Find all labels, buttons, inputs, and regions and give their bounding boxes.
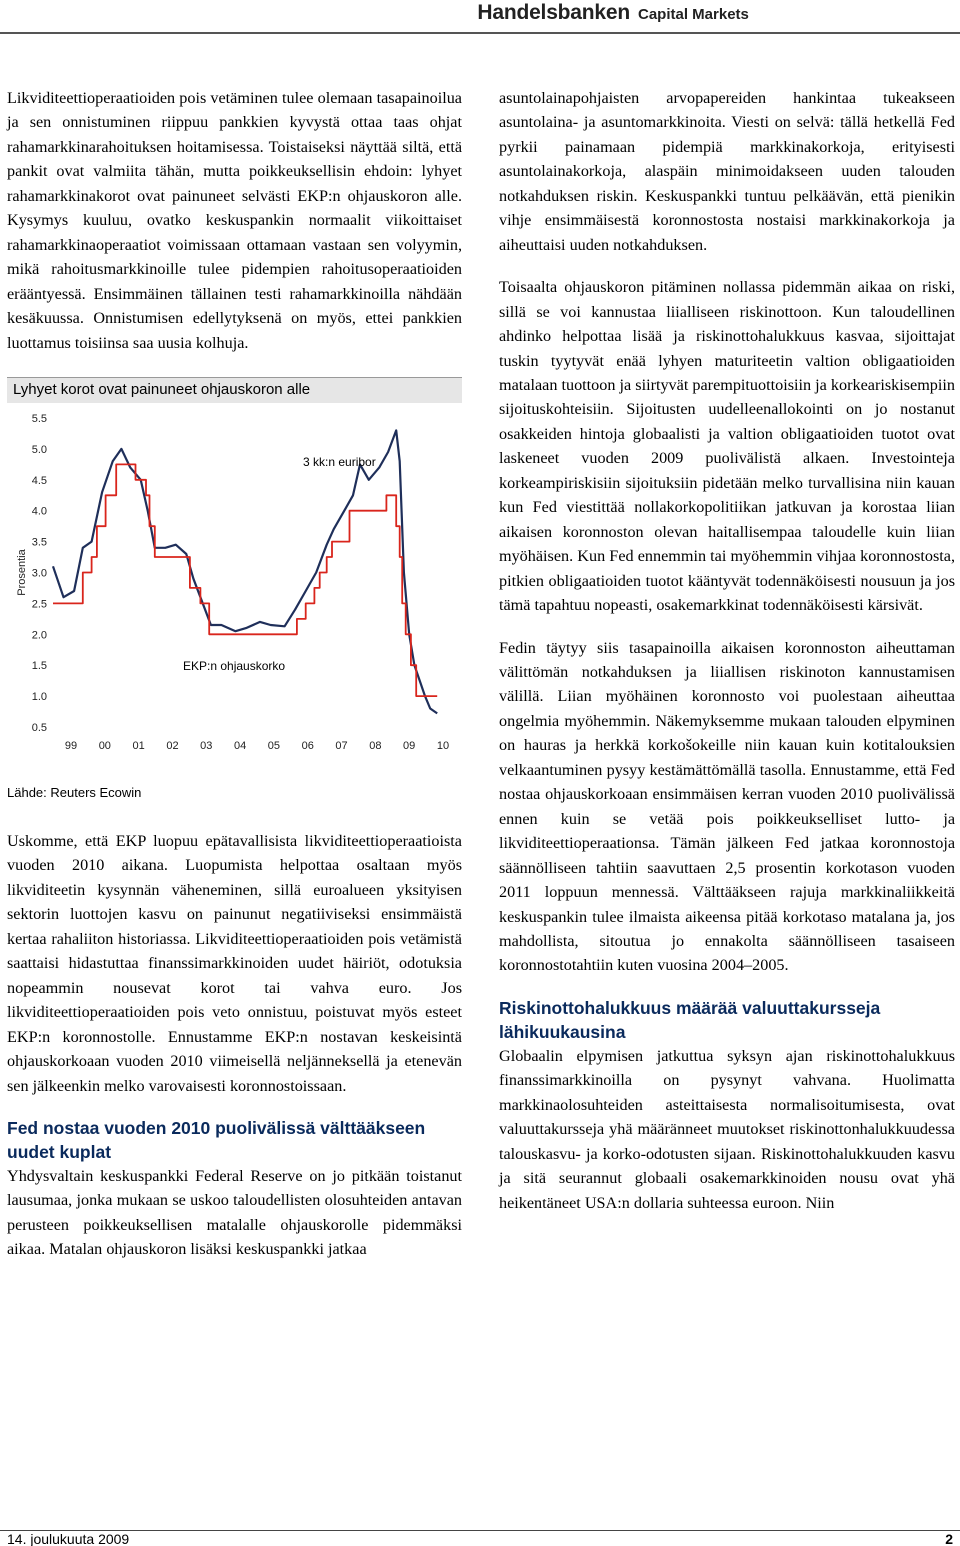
right-paragraph-1: asuntolainapohjaisten arvopapereiden hankintaa tukeakseen asuntolaina- ja asuntomarkkinoita. Viesti on selvä: tällä hetkellä Fed pyrkii painamaan pidempiä markkinakorkoja, erityisesti asuntolainakorkoja, alaspäin minimoidakseen uuden talouden notkahduksen riskin. Keskuspankki tuntuu pelkäävän, että pienikin vihje ensimmäisestä koronnostosta nostaisi markkinakorkoja ja aiheuttaisi uuden notkahduksen. xyxy=(499,89,955,254)
y-tick-label: 5.0 xyxy=(31,443,47,456)
right-column xyxy=(499,86,955,1215)
x-tick-label: 07 xyxy=(335,739,348,752)
y-tick-label: 0.5 xyxy=(31,721,47,734)
x-tick-label: 00 xyxy=(98,739,111,752)
y-axis-label: Prosentia xyxy=(16,549,28,596)
x-tick-label: 04 xyxy=(233,739,247,752)
y-tick-label: 2.0 xyxy=(31,629,47,642)
y-tick-label: 3.0 xyxy=(31,567,47,580)
y-tick-label: 3.5 xyxy=(31,536,47,549)
y-tick-label: 2.5 xyxy=(31,598,47,611)
brand-subtitle: Capital Markets xyxy=(638,6,749,23)
left-paragraph-3: Yhdysvaltain keskuspankki Federal Reserve on jo pitkään toistanut lausumaa, jonka mukaan se uskoo taloudellisten olosuhteiden antavan perusteen poikkeuksellisen matalalle ohjauskorolle pidemmäksi aikaa. Matalan ohjauskoron lisäksi keskuspankki jatkaa xyxy=(7,1166,462,1259)
header-divider xyxy=(0,32,960,34)
left-column xyxy=(7,86,462,1262)
x-tick-label: 09 xyxy=(403,739,416,752)
right-paragraph-2: Toisaalta ohjauskoron pitäminen nollassa pidemmän aikaa on riski, sillä se voi kannustaa liialliseen riskinottoon. Kun taloudellinen ahdinko helpottaa lisää ja riskinottohalukkuus kasvaa, sijoittajat tuskin tyytyvät enää lyhyen maturiteetin valtion obligaatioiden matalaan tuottoon ja siirtyvät parempituottoisiin ja korkeariskisempiin sijoituskohteisiin. Sijoitusten uudelleenallokointi on jo nostanut osakkeiden hintoja globaalisti ja valtion obligaatioiden tuotot ovat laskeneet vuoden 2009 puolivälistä alkaen. Investointeja korkeampiriskisiin sijoituksiin pidetään melko turvallisina niin kauan kun Fed viestittää nollakorkopolitiikan jatkuvan ja korostaa liian aikaisen koronnoston olevan haitallisempaa taloudelle kuin liian myöhäisen. Kun Fed ennemmin tai myöhemmin vihjaa koronnostosta, pitkien obligaatioiden tuotot kääntyvät todennäköisesti nousuun ja jos tämä tapahtuu nopeasti, osakemarkkinat todennäköisesti kärsivät. xyxy=(499,278,955,615)
footer-divider xyxy=(0,1530,960,1531)
left-paragraph-1: Likviditeettioperaatioiden pois vetäminen tulee olemaan tasapainoilua ja sen onnistuminen riippuu pankkien kyvystä ottaa taas ohjat rahamarkkinarahoituksen hoitamisessa. Toistaiseksi näyttää siltä, että pankit ovat valmiita tähän, mutta poikkeuksellisin ehdoin: lyhyet rahamarkkinakorot ovat painuneet selvästi EKP:n ohjauskoron alle. Kysymys kuuluu, ovatko keskuspankin normaalit viikoittaiset rahamarkkinaoperaatiot voimissaan ottamaan vastaan sen volyymin, mikä rahoitusmarkkinoille tulee pidempien rahoitusoperaatioiden erääntyessä. Ensimmäinen tällainen testi rahamarkkinoilla nähdään kesäkuussa. Onnistumisen edellytyksenä on myös, ettei pankkien luottamus toisiinsa saa uusia kolhuja. xyxy=(7,89,462,352)
section-heading-fed: Fed nostaa vuoden 2010 puolivälissä välttääkseen uudet kuplat xyxy=(7,1117,426,1162)
chart-source: Lähde: Reuters Ecowin xyxy=(7,784,142,800)
y-tick-label: 5.5 xyxy=(31,412,47,425)
section-heading-risk: Riskinottohalukkuus määrää valuuttakursseja lähikuukausina xyxy=(499,997,881,1042)
series-label-ecb-rate: EKP:n ohjauskorko xyxy=(183,658,286,673)
x-tick-label: 10 xyxy=(436,739,450,752)
chart-plot xyxy=(7,377,462,777)
left-paragraph-2: Uskomme, että EKP luopuu epätavallisista likviditeettioperaatioista vuoden 2010 aikana. Luopumista helpottaa osaltaan myös likviditeetin kysynnän väheneminen, sillä euroalueen yksityisen sektorin luottojen kasvu on painunut negatiiviseksi ensimmäistä kertaa rahaliiton historiassa. Likviditeettioperaatioiden pois vetämistä saattaisi hidastuttaa finanssimarkkinoiden uudet häiriöt, odotuksia nopeammin nousevat korot tai vahva euro. Jos likviditeettioperaatioiden pois veto onnistuu, poistuvat myös esteet EKP:n koronnostolle. Ennustamme EKP:n nostavan keskeisintä ohjauskorkoaan vuoden 2010 viimeisellä neljänneksellä ja etenevän sen jälkeenkin melko varovaisesti koronnostoissaan. xyxy=(7,831,462,1095)
x-tick-label: 03 xyxy=(200,739,213,752)
x-tick-label: 99 xyxy=(64,739,78,752)
y-tick-label: 4.5 xyxy=(31,474,47,487)
x-tick-label: 08 xyxy=(369,739,382,752)
series-label-euribor: 3 kk:n euribor xyxy=(303,454,376,469)
right-paragraph-4: Globaalin elpymisen jatkuttua syksyn ajan riskinottohalukkuus finanssimarkkinoilla on pysynyt vahvana. Huolimatta markkinaolosuhteiden asteittaisesta normalisoitumisesta, ovat valuuttakursseja yhä määränneet muutokset riskinottonhalukkuudessa talouskasvu- ja korko-odotusten sijaan. Riskinottohalukkuuden kasvu ja sitä seurannut globaali osakemarkkinoiden nousu ovat yhä heikentäneet USA:n dollaria suhteessa euroon. Niin xyxy=(499,1046,955,1212)
brand-logo: Handelsbanken xyxy=(477,1,630,24)
footer-date: 14. joulukuuta 2009 xyxy=(7,1531,130,1546)
x-tick-label: 02 xyxy=(166,739,179,752)
page-number: 2 xyxy=(945,1531,953,1546)
x-tick-label: 05 xyxy=(267,739,281,752)
chart-title: Lyhyet korot ovat painuneet ohjauskoron alle xyxy=(13,380,311,398)
y-tick-label: 1.0 xyxy=(31,691,47,704)
y-tick-label: 1.5 xyxy=(31,660,47,673)
right-paragraph-3: Fedin täytyy siis tasapainoilla aikaisen koronnoston aiheuttaman välittömän notkahduksen ja liiallisen riskinoton kannustamisen välillä. Liian myöhäinen koronnosto voi puolestaan aiheuttaa ongelmia myöhemmin. Näkemyksemme mukaan talouden elpyminen on hauras ja herkkä korkošokeille niin kauan kuin kotitalouksien velkaantuminen pysyy kestämättömällä tasolla. Ennustamme, että Fed nostaa ohjauskorkoaan ensimmäisen kerran vuoden 2010 puolivälissä ennen kuin se vetää pois poikkeukselliset lutto- ja likviditeettioperaationsa. Tämän jälkeen Fed jatkaa koronnostoja säännölliseen tahtiin saavuttaen 2,5 prosentin korkotason vuoden 2011 loppuun mennessä. Välttääkseen rajuja markkinaliikkeitä keskuspankin tulee ilmaista aikeensa pitää korkotaso matalana ja, jos mahdollista, sitoutua jo ennakolta säännölliseen tasaiseen koronnostotahtiin kuten vuosina 2004–2005. xyxy=(499,638,955,975)
page-header xyxy=(0,0,960,34)
x-tick-label: 01 xyxy=(132,739,145,752)
y-tick-label: 4.0 xyxy=(31,505,47,518)
x-tick-label: 06 xyxy=(301,739,314,752)
euribor-chart xyxy=(7,377,462,807)
